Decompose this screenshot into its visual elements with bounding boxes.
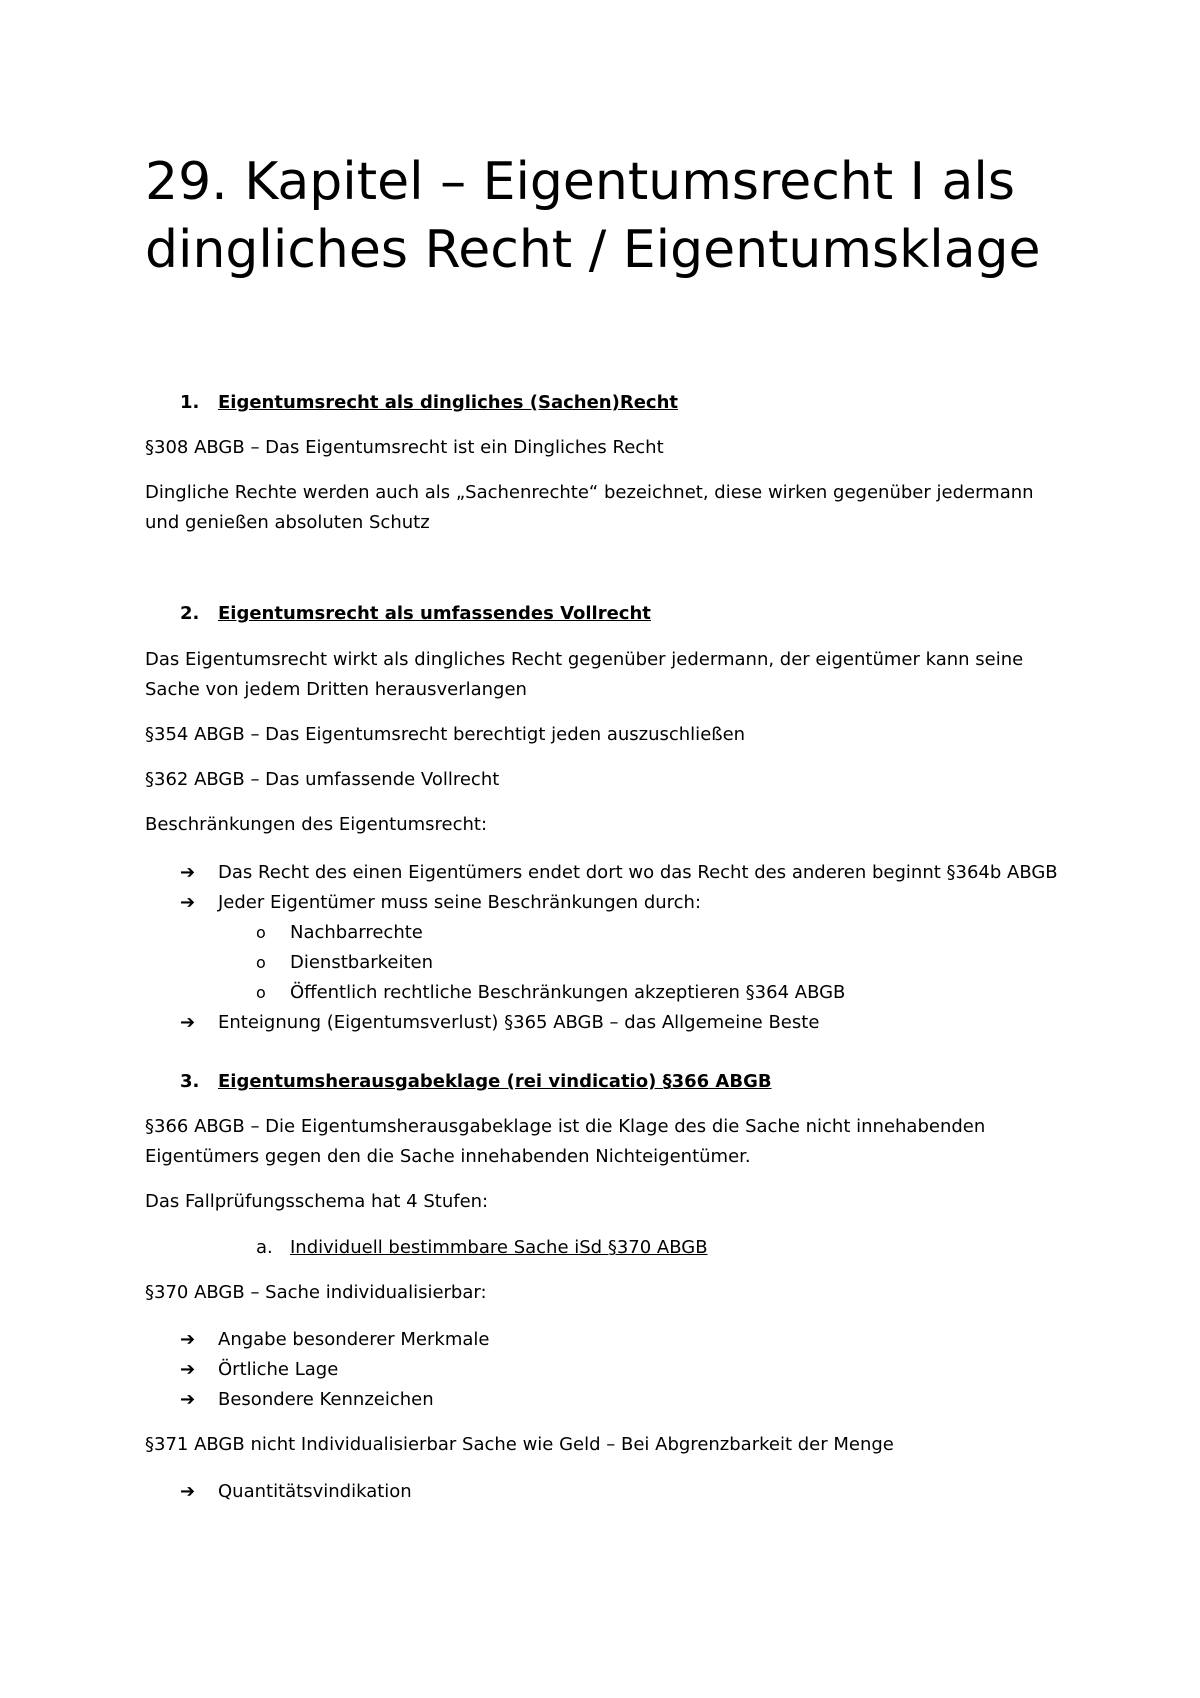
list-item (180, 888, 701, 918)
circle-bullet-icon: o (256, 983, 266, 1002)
section-3-number: 3. (180, 1071, 200, 1092)
section-3-paragraph-4: §371 ABGB nicht Individualisierbar Sache wie Geld – Bei Abgrenzbarkeit der Menge (145, 1434, 894, 1455)
section-3-paragraph-2: Das Fallprüfungsschema hat 4 Stufen: (145, 1191, 489, 1212)
arrow-icon: ➔ (180, 1329, 196, 1350)
section-1-paragraph-2b: und genießen absoluten Schutz (145, 512, 430, 533)
list-item (180, 1008, 819, 1038)
section-1-paragraph-2a: Dingliche Rechte werden auch als „Sachenrechte“ bezeichnet, diese wirken gegenüber jedermann (145, 482, 1034, 503)
section-3-paragraph-1a: §366 ABGB – Die Eigentumsherausgabeklage ist die Klage des die Sache nicht innehabenden (145, 1116, 986, 1137)
section-1-number: 1. (180, 392, 200, 413)
section-2-paragraph-1a: Das Eigentumsrecht wirkt als dingliches Recht gegenüber jedermann, der eigentümer kann seine (145, 649, 1024, 670)
sub-list-item-text: Dienstbarkeiten (290, 952, 434, 973)
list-item-text: Enteignung (Eigentumsverlust) §365 ABGB – das Allgemeine Beste (218, 1012, 820, 1033)
section-2-paragraph-1b: Sache von jedem Dritten herausverlangen (145, 679, 527, 700)
list-item (180, 1325, 489, 1355)
list-item-text: Angabe besonderer Merkmale (218, 1329, 490, 1350)
list-item-text: Jeder Eigentümer muss seine Beschränkungen durch: (218, 892, 702, 913)
section-3-paragraph-3: §370 ABGB – Sache individualisierbar: (145, 1282, 487, 1303)
arrow-icon: ➔ (180, 1389, 196, 1410)
list-item-text: Quantitätsvindikation (218, 1481, 412, 1502)
sub-list-item (256, 948, 433, 978)
arrow-icon: ➔ (180, 1359, 196, 1380)
arrow-icon: ➔ (180, 892, 196, 913)
sub-list-item (256, 918, 423, 948)
list-item-text: Besondere Kennzeichen (218, 1389, 434, 1410)
sub-list-item (256, 978, 845, 1008)
section-2-paragraph-2: §354 ABGB – Das Eigentumsrecht berechtigt jeden auszuschließen (145, 724, 746, 745)
list-item-text: Das Recht des einen Eigentümers endet dort wo das Recht des anderen beginnt §364b ABGB (218, 862, 1058, 883)
section-2-number: 2. (180, 603, 200, 624)
list-item (180, 1477, 412, 1507)
arrow-icon: ➔ (180, 1012, 196, 1033)
subsection-a-letter: a. (256, 1237, 273, 1258)
section-1-title: Eigentumsrecht als dingliches (Sachen)Recht (218, 392, 678, 413)
subsection-a-title: Individuell bestimmbare Sache iSd §370 ABGB (290, 1237, 708, 1258)
circle-bullet-icon: o (256, 953, 266, 972)
section-2-heading (180, 599, 651, 629)
section-2-title: Eigentumsrecht als umfassendes Vollrecht (218, 603, 651, 624)
section-3-heading (180, 1067, 772, 1097)
page-title: 29. Kapitel – Eigentumsrecht I als dingliches Recht / Eigentumsklage (145, 152, 1041, 280)
list-item (180, 1385, 434, 1415)
list-item-text: Örtliche Lage (218, 1359, 339, 1380)
section-3-title: Eigentumsherausgabeklage (rei vindicatio) §366 ABGB (218, 1071, 772, 1092)
sub-list-item-text: Öffentlich rechtliche Beschränkungen akzeptieren §364 ABGB (290, 982, 846, 1003)
sub-list-item-text: Nachbarrechte (290, 922, 423, 943)
arrow-icon: ➔ (180, 862, 196, 883)
section-1-heading (180, 388, 678, 418)
circle-bullet-icon: o (256, 923, 266, 942)
section-1-paragraph-1: §308 ABGB – Das Eigentumsrecht ist ein Dingliches Recht (145, 437, 664, 458)
section-2-paragraph-4: Beschränkungen des Eigentumsrecht: (145, 814, 488, 835)
subsection-a-heading (256, 1233, 708, 1263)
list-item (180, 1355, 338, 1385)
arrow-icon: ➔ (180, 1481, 196, 1502)
section-3-paragraph-1b: Eigentümers gegen den die Sache innehabenden Nichteigentümer. (145, 1146, 751, 1167)
section-2-paragraph-3: §362 ABGB – Das umfassende Vollrecht (145, 769, 500, 790)
list-item (180, 858, 1058, 888)
